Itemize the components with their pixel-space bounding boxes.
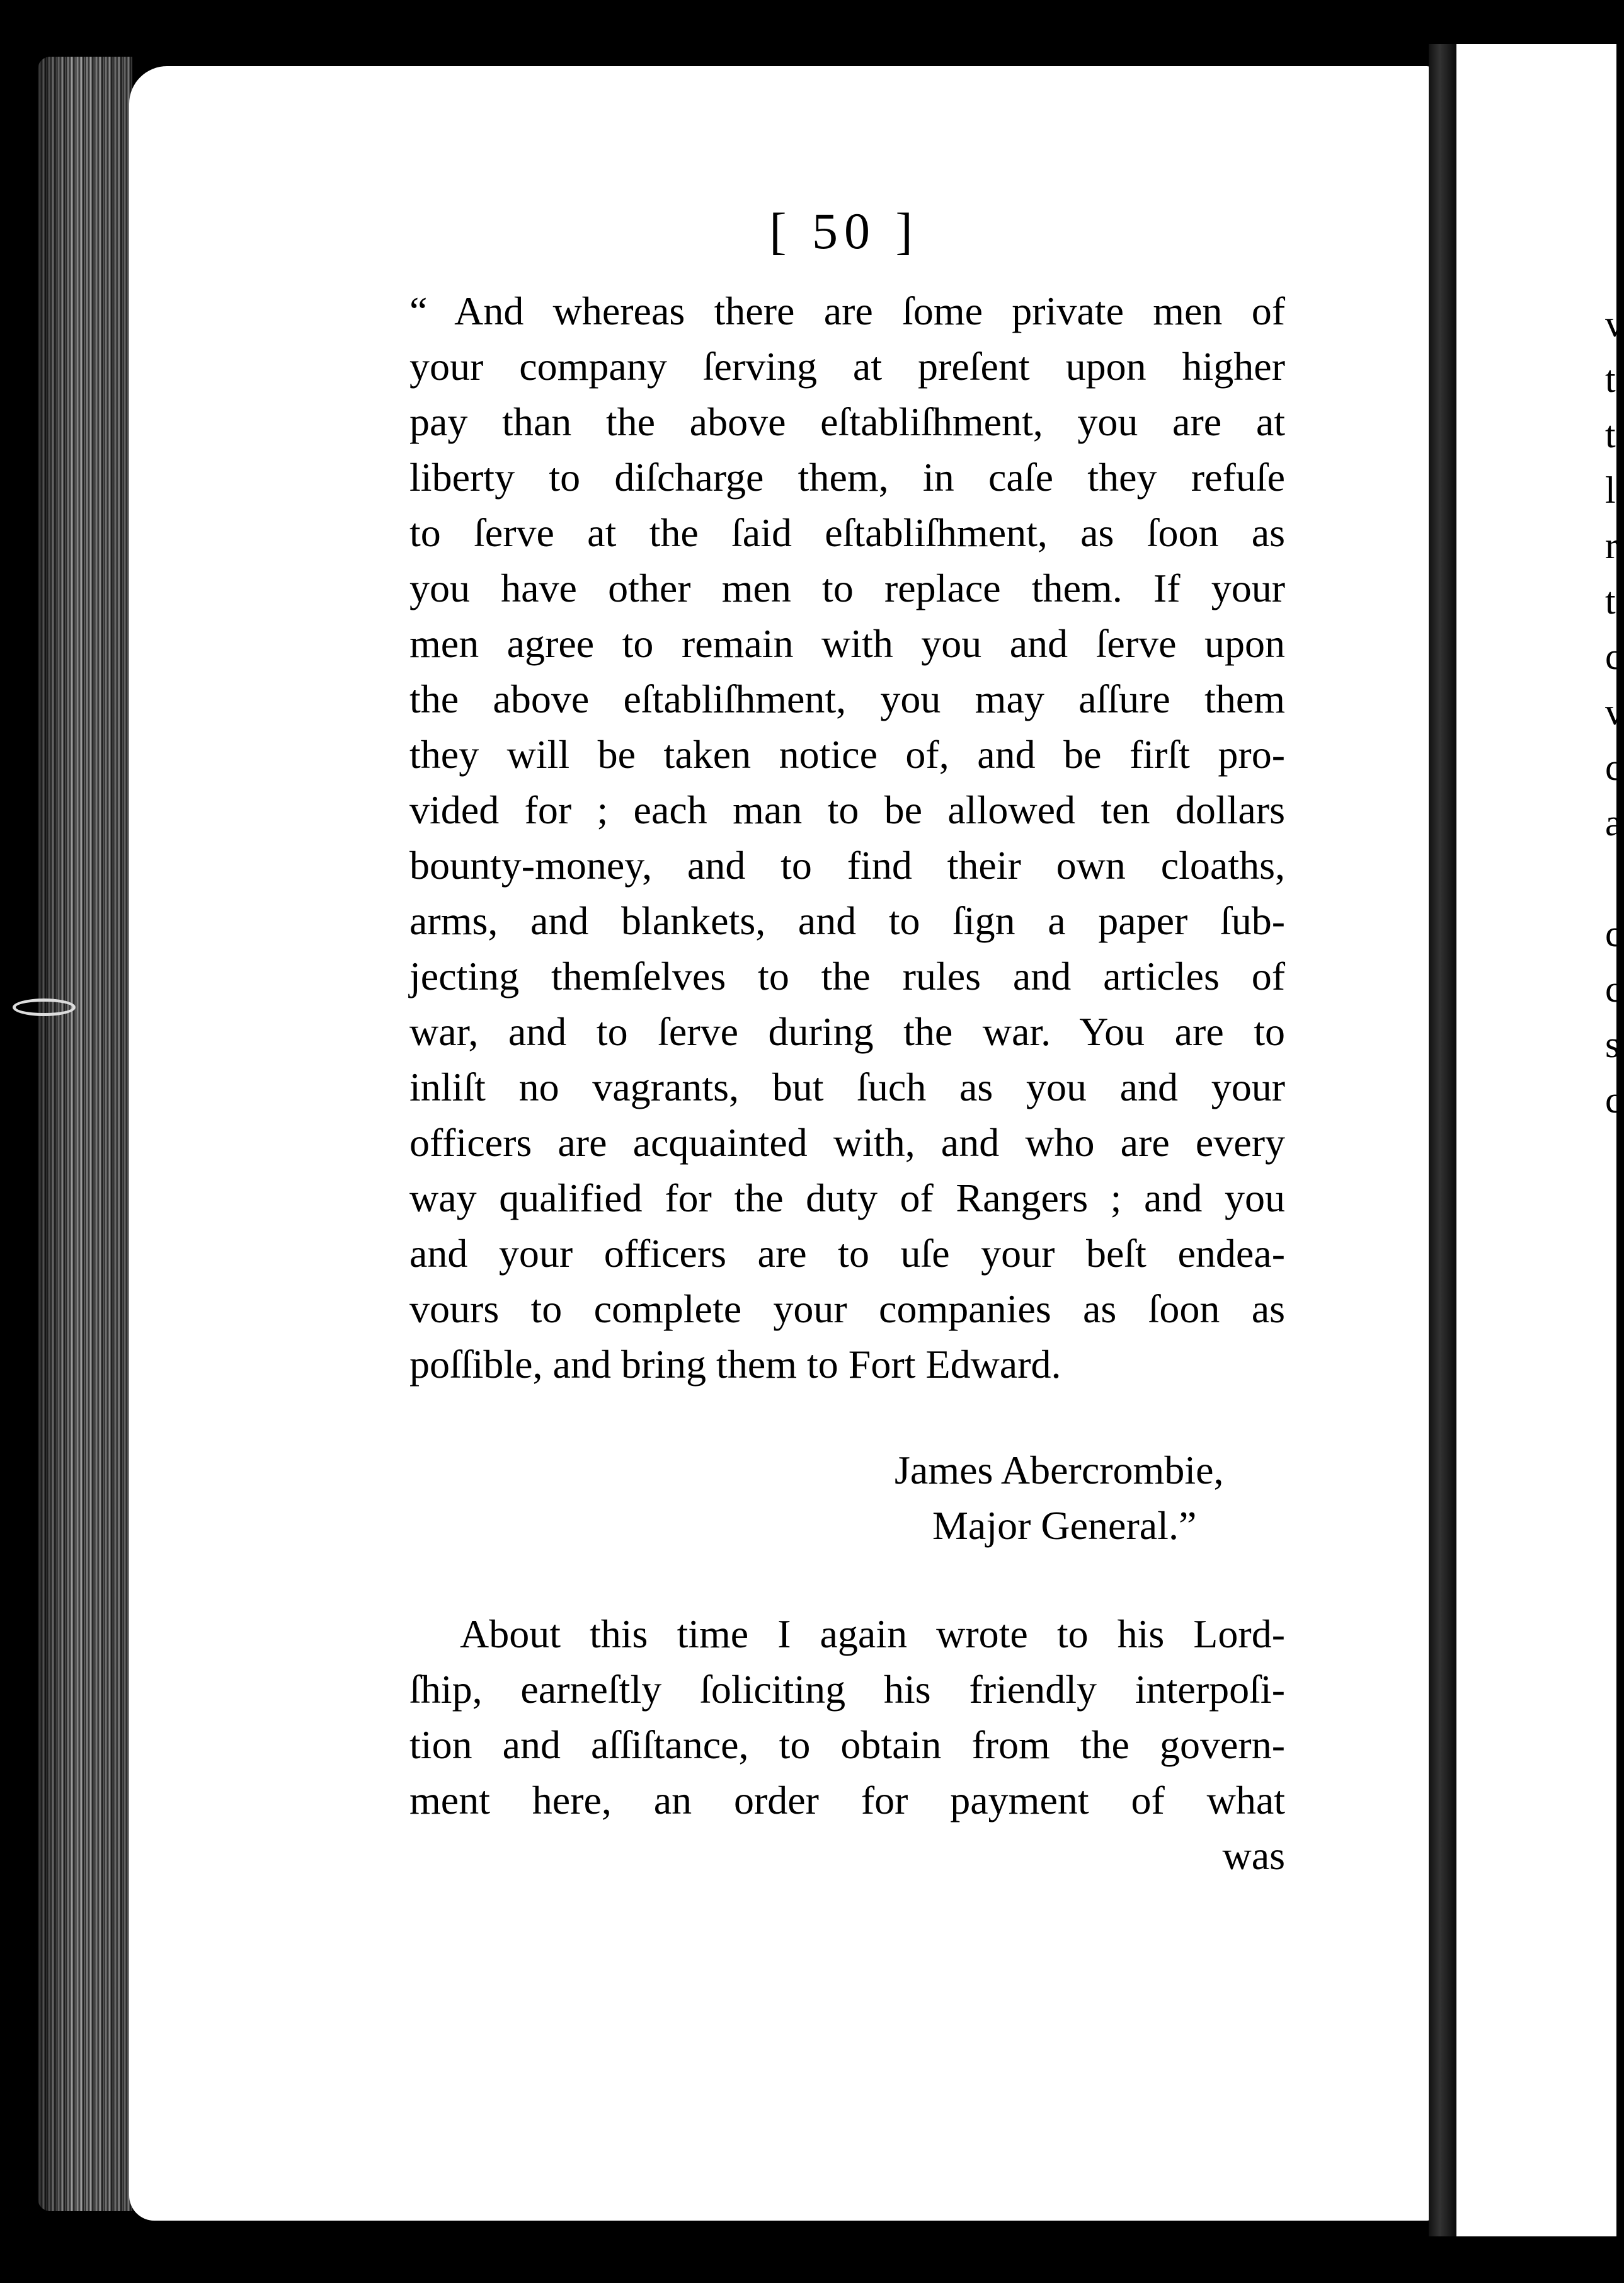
text-line: you have other men to replace them. If your <box>409 566 1285 610</box>
catchword: was <box>1222 1833 1285 1878</box>
text-line: the above eſtabliſhment, you may aſſure them <box>409 677 1285 721</box>
signature-block <box>409 1443 1285 1553</box>
page-number: [ 50 ] <box>769 202 919 260</box>
book-edge-shadow <box>38 57 132 2211</box>
facing-char: l <box>1605 469 1616 511</box>
facing-char: v <box>1605 691 1624 733</box>
facing-char: c <box>1605 1079 1622 1121</box>
text-line: and your officers are to uſe your beſt endea- <box>409 1231 1285 1276</box>
text-line: bounty-money, and to find their own cloaths, <box>409 843 1285 888</box>
text-line: About this time I again wrote to his Lord- <box>460 1611 1285 1656</box>
text-line: to ſerve at the ſaid eſtabliſhment, as ſoon as <box>409 510 1285 555</box>
facing-page <box>1456 44 1624 2236</box>
text-line: they will be taken notice of, and be firſt pro- <box>409 732 1285 777</box>
facing-char: t <box>1605 580 1616 622</box>
text-line: way qualified for the duty of Rangers ; and you <box>409 1176 1285 1220</box>
signature-title: Major General.” <box>932 1503 1197 1548</box>
facing-page-text <box>1605 296 1624 1128</box>
facing-char: c <box>1605 747 1622 788</box>
text-line: officers are acquainted with, and who are every <box>409 1120 1285 1165</box>
text-line: poſſible, and bring them to Fort Edward. <box>409 1342 1061 1387</box>
signature-name: James Abercrombie, <box>895 1448 1224 1492</box>
facing-char: r <box>1605 525 1618 566</box>
facing-char: a <box>1605 802 1622 844</box>
paragraph-narrative <box>409 1606 1285 1828</box>
facing-char: c <box>1605 913 1622 954</box>
text-line: pay than the above eſtabliſhment, you are at <box>409 399 1285 444</box>
text-line: ſhip, earneſtly ſoliciting his friendly interpoſi- <box>409 1667 1285 1712</box>
text-line: tion and aſſiſtance, to obtain from the govern- <box>409 1722 1285 1767</box>
text-line: ment here, an order for payment of what <box>409 1778 1285 1822</box>
book-gutter <box>1429 44 1456 2236</box>
paragraph-letter <box>409 283 1285 1392</box>
facing-char: t <box>1605 414 1616 455</box>
facing-char: c <box>1605 968 1622 1010</box>
page-marker <box>13 998 76 1016</box>
text-line: jecting themſelves to the rules and articles of <box>409 954 1285 998</box>
facing-char: s <box>1605 1024 1620 1065</box>
text-line: war, and to ſerve during the war. You are to <box>409 1009 1285 1054</box>
facing-char <box>1605 850 1616 906</box>
text-line: men agree to remain with you and ſerve upon <box>409 621 1285 666</box>
text-line: your company ſerving at preſent upon higher <box>409 344 1285 389</box>
text-line: vided for ; each man to be allowed ten dollars <box>409 787 1285 832</box>
text-line: arms, and blankets, and to ſign a paper ſub- <box>409 898 1285 943</box>
text-line: inliſt no vagrants, but ſuch as you and your <box>409 1065 1285 1109</box>
facing-char: t <box>1605 358 1616 400</box>
text-line: vours to complete your companies as ſoon as <box>409 1286 1285 1331</box>
text-line: liberty to diſcharge them, in caſe they refuſe <box>409 455 1285 500</box>
text-line: “ And whereas there are ſome private men of <box>409 289 1285 333</box>
facing-char: c <box>1605 636 1622 677</box>
facing-char: v <box>1605 303 1624 345</box>
